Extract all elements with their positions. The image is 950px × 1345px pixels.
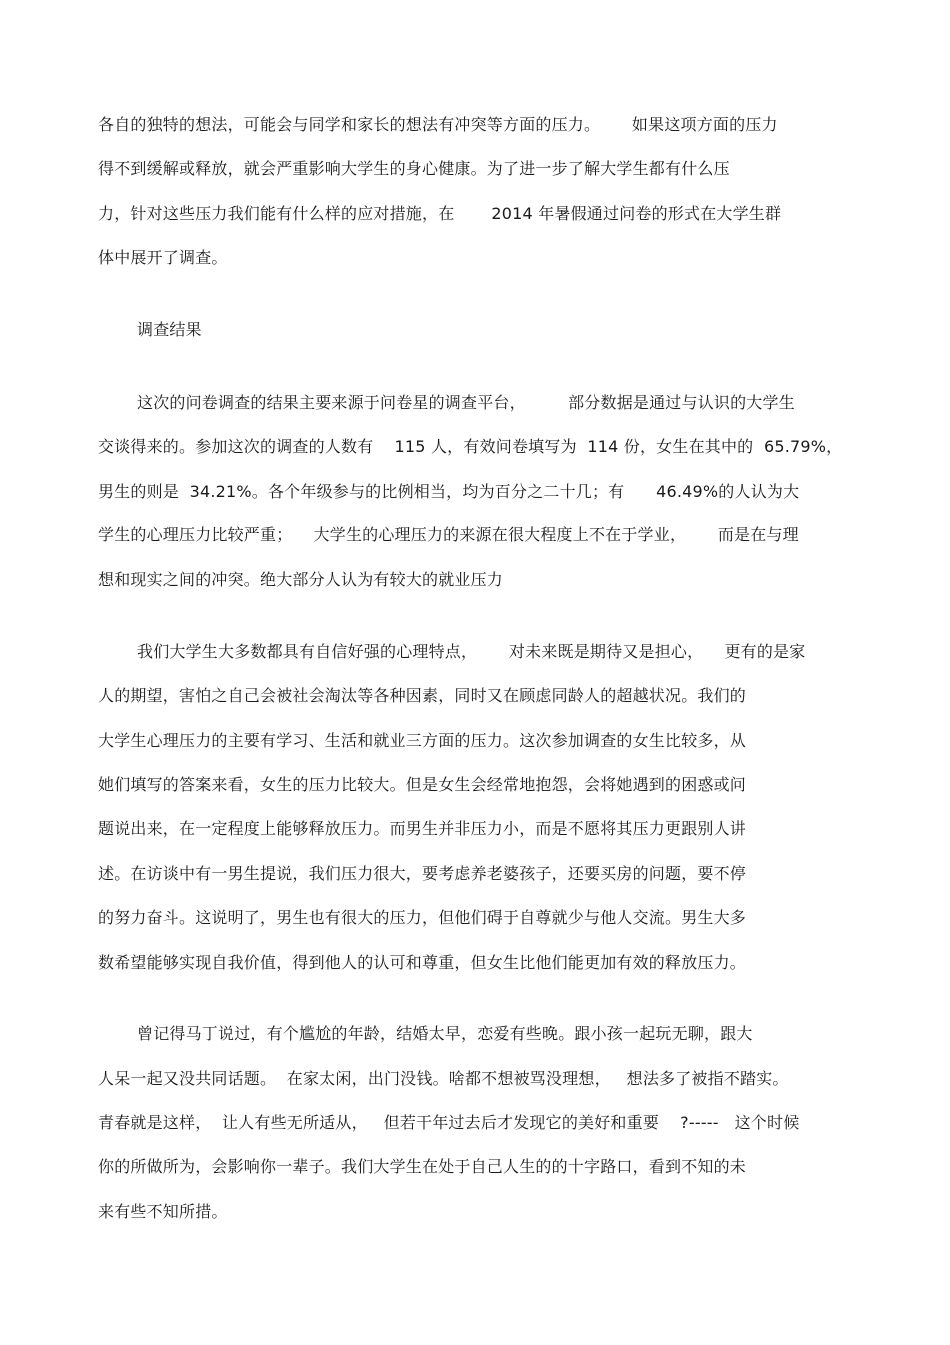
youth-line-1: 曾记得马丁说过，有个尴尬的年龄，结婚太早，恋爱有些晚。跟小孩一起玩无聊，跟大 [137,1024,753,1043]
students-line-3: 大学生心理压力的主要有学习、生活和就业三方面的压力。这次参加调查的女生比较多，从 [98,731,747,750]
results-line-3: 男生的则是 34.21%。各个年级参与的比例相当，均为百分之二十几；有 46.49%的人认为大 [98,482,800,501]
students-line-1: 我们大学生大多数都具有自信好强的心理特点， 对未来既是期待又是担心， 更有的是家 [137,642,806,661]
results-line-1: 这次的问卷调查的结果主要来源于问卷星的调查平台， 部分数据是通过与认识的大学生 [137,393,795,412]
intro-line-2: 得不到缓解或释放，就会严重影响大学生的身心健康。为了进一步了解大学生都有什么压 [98,159,730,178]
students-line-7: 的努力奋斗。这说明了，男生也有很大的压力，但他们碍于自尊就少与他人交流。男生大多 [98,908,747,927]
students-line-6: 述。在访谈中有一男生提说，我们压力很大，要考虑养老婆孩子，还要买房的问题，要不停 [98,864,747,883]
results-line-2: 交谈得来的。参加这次的调查的人数有 115 人，有效问卷填写为 114 份，女生在其中的 65.79%， [98,437,843,456]
youth-line-3: 青春就是这样， 让人有些无所适从， 但若干年过去后才发现它的美好和重要 ?----- 这个时候 [98,1113,800,1132]
students-line-8: 数希望能够实现自我价值，得到他人的认可和尊重，但女生比他们能更加有效的释放压力。 [98,953,747,972]
results-line-5: 想和现实之间的冲突。绝大部分人认为有较大的就业压力 [98,570,504,589]
students-line-5: 题说出来，在一定程度上能够释放压力。而男生并非压力小，而是不愿将其压力更跟别人讲 [98,819,747,838]
intro-line-1: 各自的独特的想法，可能会与同学和家长的想法有冲突等方面的压力。 如果这项方面的压力 [98,115,778,134]
students-line-2: 人的期望，害怕之自己会被社会淘汰等各种因素，同时又在顾虑同龄人的超越状况。我们的 [98,686,747,705]
youth-line-4: 你的所做所为，会影响你一辈子。我们大学生在处于自己人生的的十字路口，看到不知的未 [98,1157,747,1176]
intro-line-4: 体中展开了调查。 [98,248,228,267]
intro-line-3: 力，针对这些压力我们能有什么样的应对措施，在 2014 年暑假通过问卷的形式在大学生群 [98,204,782,223]
section-heading: 调查结果 [137,320,202,339]
results-line-4: 学生的心理压力比较严重； 大学生的心理压力的来源在很大程度上不在于学业， 而是在与理 [98,525,799,544]
youth-line-2: 人呆一起又没共同话题。 在家太闲，出门没钱。啥都不想被骂没理想， 想法多了被指不踏实。 [98,1069,789,1088]
youth-line-5: 来有些不知所措。 [98,1202,228,1221]
students-line-4: 她们填写的答案来看，女生的压力比较大。但是女生会经常地抱怨，会将她遇到的困惑或问 [98,775,747,794]
